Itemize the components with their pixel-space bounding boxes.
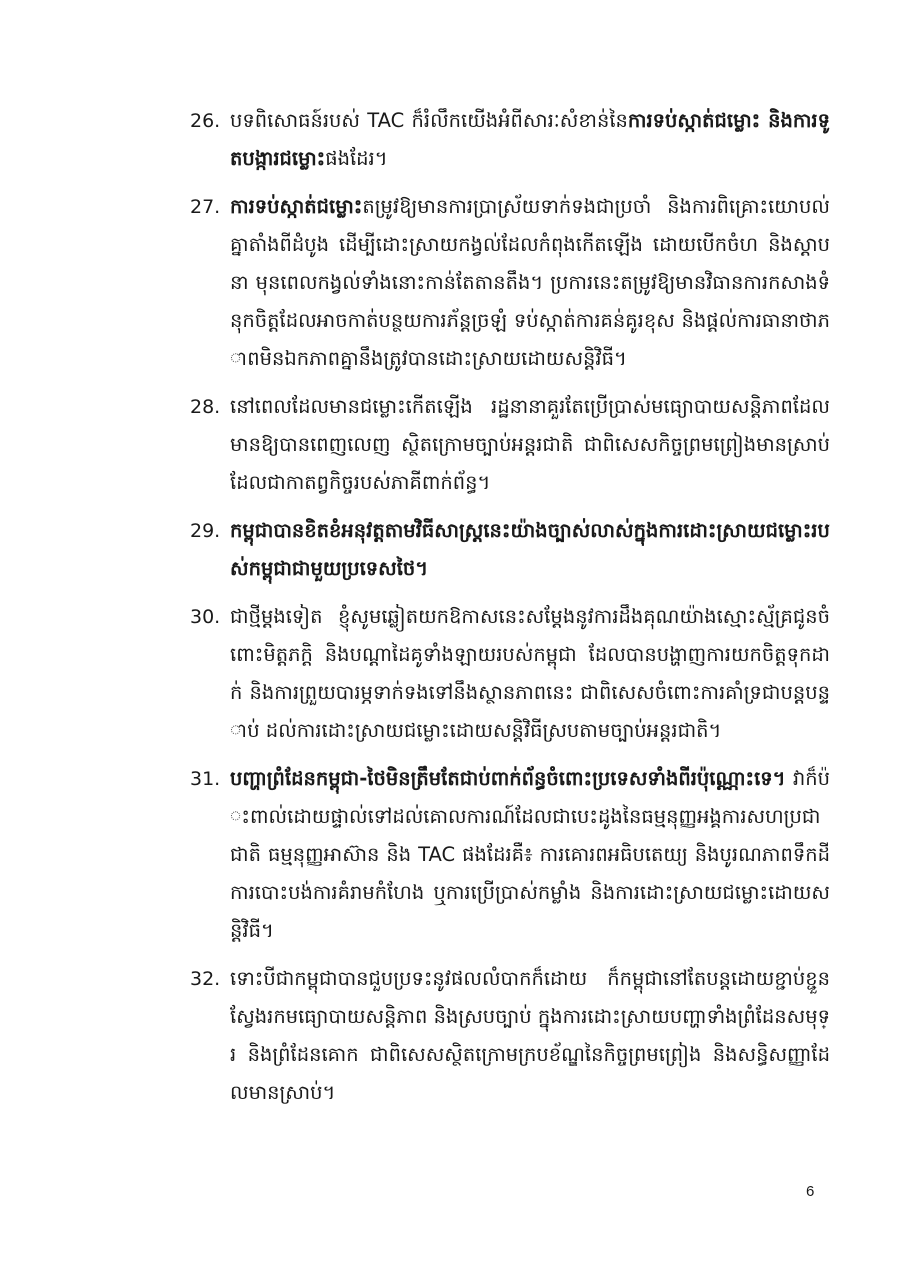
paragraph-28 <box>190 388 830 502</box>
text-segment: នៅពេលដែលមានជម្លោះកើតឡើង រដ្ឋនានាគួរតែប្រើប្រាស់មធ្យោបាយសន្តិភាពដែលមានឱ្យបានពេញលេញ ស្ថិតក្រោមច្បាប់អន្តរជាតិ ជាពិសេសកិច្ចព្រមព្រៀងមានស្រាប់ ដែលជាកាតព្វកិច្ចរបស់ភាគីពាក់ព័ន្ធ។ <box>230 395 830 494</box>
text-segment: តម្រូវឱ្យមានការប្រាស្រ័យទាក់ទងជាប្រចាំ និងការពិគ្រោះយោបល់គ្នាតាំងពីដំបូង ដើម្បីដោះស្រាយកង្វល់ដែលកំពុងកើតឡើង ដោយបើកចំហ និងស្តាបនា មុនពេលកង្វល់ទាំងនោះកាន់តែតានតឹង។ ប្រការនេះតម្រូវឱ្យមានវិធានការកសាងទំនុកចិត្តដែលអាចកាត់បន្ថយការភ័ន្តច្រឡំ ទប់ស្កាត់ការគន់គូរខុស និងផ្តល់ការធានាថាភាពមិនឯកភាពគ្នានឹងត្រូវបានដោះស្រាយដោយសន្តិវិធី។ <box>230 195 830 370</box>
page-number: 6 <box>806 1183 815 1200</box>
paragraph-26 <box>190 102 830 178</box>
paragraph-32 <box>190 960 830 1112</box>
text-segment: វាក៏ប៉ះពាល់ដោយផ្ទាល់ទៅដល់គោលការណ៍ដែលជាបេះដូងនៃធម្មនុញ្ញអង្គការសហប្រជាជាតិ ធម្មនុញ្ញអាស៊ាន និង TAC ផងដែរគឺ៖ ការគោរពអធិបតេយ្យ និងបូរណភាពទឹកដី ការបោះបង់ការគំរាមកំហែង ឬការប្រើប្រាស់កម្លាំង និងការដោះស្រាយជម្លោះដោយសន្តិវិធី។ <box>230 767 830 942</box>
text-segment: ជាថ្មីម្តងទៀត ខ្ញុំសូមឆ្លៀតយកឱកាសនេះសម្តែងនូវការដឹងគុណយ៉ាងស្មោះស្ម័គ្រជូនចំពោះមិត្តភក្តិ និងបណ្តាដៃគូទាំងឡាយរបស់កម្ពុជា ដែលបានបង្ហាញការយកចិត្តទុកដាក់ និងការព្រួយបារម្ភទាក់ទងទៅនឹងស្ថានភាពនេះ ជាពិសេសចំពោះការគាំទ្រជាបន្តបន្ទាប់ ដល់ការដោះស្រាយជម្លោះដោយសន្តិវិធីស្របតាមច្បាប់អន្តរជាតិ។ <box>230 605 830 742</box>
paragraph-number: 27. <box>190 196 221 218</box>
paragraph-number: 32. <box>190 968 221 990</box>
paragraph-number: 30. <box>190 606 221 628</box>
paragraph-text <box>230 960 830 1112</box>
paragraph-29 <box>190 512 830 588</box>
text-segment-bold: ការទប់ស្កាត់ជម្លោះ <box>230 195 363 218</box>
text-segment: ផងដែរ។ <box>325 147 388 170</box>
paragraph-text <box>230 102 830 178</box>
paragraph-number: 29. <box>190 520 221 542</box>
paragraph-31 <box>190 760 830 950</box>
paragraph-number: 26. <box>190 110 221 132</box>
text-segment-bold: បញ្ហាព្រំដែនកម្ពុជា-ថៃមិនត្រឹមតែជាប់ពាក់ព័ន្ធចំពោះប្រទេសទាំងពីរប៉ុណ្ណោះទេ។ <box>230 767 786 790</box>
paragraph-text <box>230 760 830 950</box>
paragraph-number: 28. <box>190 396 221 418</box>
paragraph-number: 31. <box>190 768 221 790</box>
paragraph-27 <box>190 188 830 378</box>
paragraph-30 <box>190 598 830 750</box>
paragraph-text <box>230 512 830 588</box>
paragraph-text <box>230 598 830 750</box>
text-segment-bold: ការទប់ស្កាត់ជម្លោះ និងការទូតបង្ការជម្លោះ <box>230 109 830 170</box>
document-body <box>190 102 830 1122</box>
paragraph-text <box>230 188 830 378</box>
text-segment-bold: កម្ពុជាបានខិតខំអនុវត្តតាមវិធីសាស្ត្រនេះយ៉ាងច្បាស់លាស់ក្នុងការដោះស្រាយជម្លោះរបស់កម្ពុជាជាមួយប្រទេសថៃ។ <box>230 519 830 580</box>
text-segment: ទោះបីជាកម្ពុជាបានជួបប្រទះនូវផលលំបាកក៏ដោយ ក៏កម្ពុជានៅតែបន្តដោយខ្ជាប់ខ្ជួនស្វែងរកមធ្យោបាយសន្តិភាព និងស្របច្បាប់ ក្នុងការដោះស្រាយបញ្ហាទាំងព្រំដែនសមុទ្រ និងព្រំដែនគោក ជាពិសេសស្ថិតក្រោមក្របខ័ណ្ឌនៃកិច្ចព្រមព្រៀង និងសន្ធិសញ្ញាដែលមានស្រាប់។ <box>230 967 830 1104</box>
text-segment: បទពិសោធន៍របស់ TAC ក៏រំលឹកយើងអំពីសារៈសំខាន់នៃ <box>230 109 628 132</box>
paragraph-text <box>230 388 830 502</box>
